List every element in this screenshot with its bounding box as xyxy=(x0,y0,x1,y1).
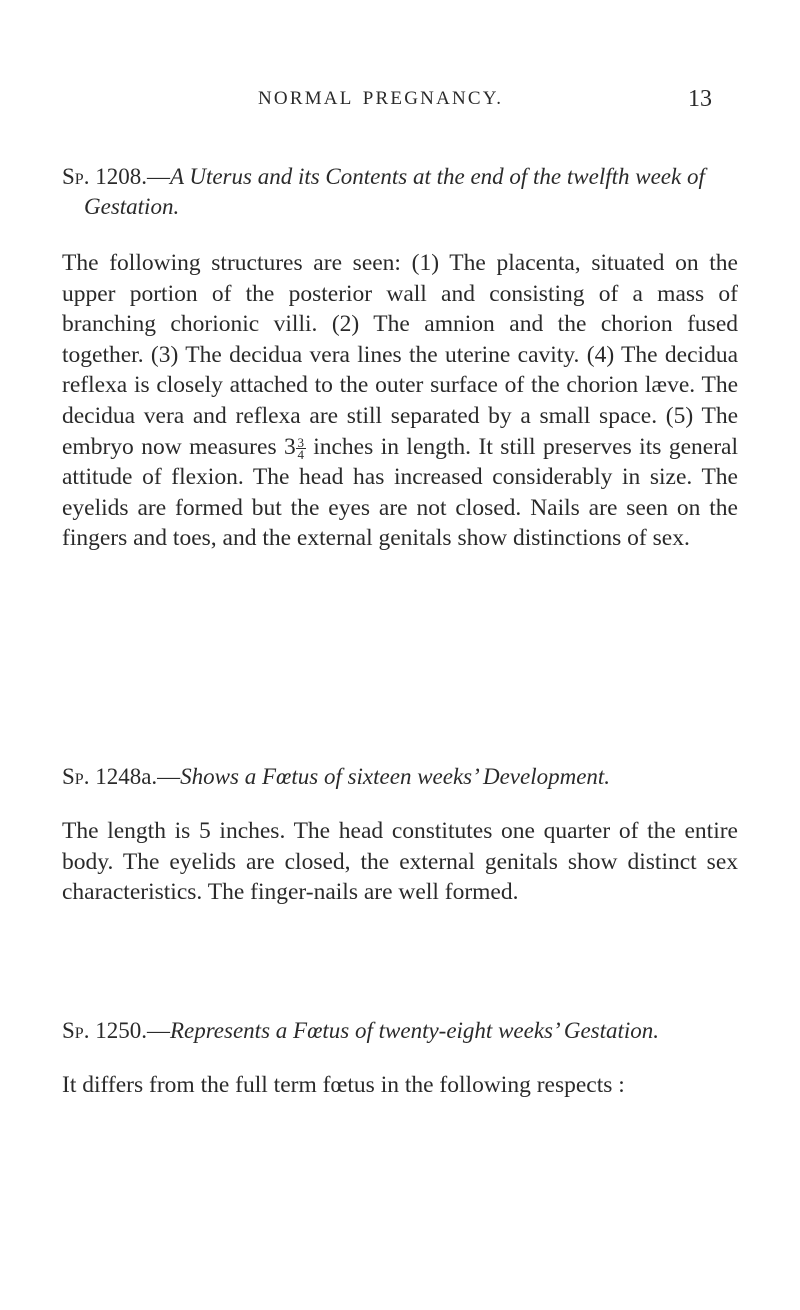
entry-heading xyxy=(62,162,738,222)
specimen-label: Sp. xyxy=(62,164,90,189)
entry-title: Shows a Fœtus of sixteen weeks’ Development. xyxy=(180,764,611,789)
entry-title: A Uterus and its Contents at the end of the twelfth week of Gestation. xyxy=(84,164,705,219)
specimen-entry-1208 xyxy=(62,162,738,554)
entry-body xyxy=(62,248,738,554)
page-number: 13 xyxy=(688,86,712,112)
entry-body: The length is 5 inches. The head constitutes one quarter of the entire body. The eyelids are closed, the external genitals show distinct sex characteristics. The finger-nails are well formed. xyxy=(62,818,738,906)
running-head xyxy=(0,88,800,118)
specimen-label: Sp. xyxy=(62,1018,90,1043)
heading-dash: — xyxy=(146,1018,170,1043)
running-head-title: NORMAL PREGNANCY. xyxy=(258,88,504,109)
heading-dash: — xyxy=(146,164,170,189)
heading-dash: — xyxy=(157,764,181,789)
specimen-number: 1208. xyxy=(95,164,147,189)
fraction xyxy=(296,434,306,462)
entry-heading xyxy=(62,762,738,792)
specimen-entry-1250 xyxy=(62,1016,738,1101)
specimen-number: 1250. xyxy=(95,1018,147,1043)
entry-body-part-2: inches in length. It still preserves its general attitude of flexion. The head has increased considerably in size. The eyelids are formed but the eyes are not closed. Nails are seen on the fingers and toes, and the external genitals show distinctions of sex. xyxy=(62,433,738,552)
fraction-denominator: 4 xyxy=(297,446,305,462)
entry-title: Represents a Fœtus of twenty-eight weeks’ Gestation. xyxy=(169,1018,660,1043)
specimen-label: Sp. xyxy=(62,764,90,789)
specimen-entry-1248a xyxy=(62,762,738,908)
specimen-number: 1248a. xyxy=(95,764,158,789)
fraction-numerator: 3 xyxy=(297,434,305,450)
entry-heading xyxy=(62,1016,738,1046)
entry-body: It differs from the full term fœtus in the following respects : xyxy=(62,1072,625,1098)
entry-body-part-1: The following structures are seen: (1) The placenta, situated on the upper portion of the posterior wall and consisting of a mass of branching chorionic villi. (2) The amnion and the chorion fused together. (3) The decidua vera lines the uterine cavity. (4) The decidua reflexa is closely attached to the outer surface of the chorion læve. The decidua vera and reflexa are still separated by a small space. (5) The embryo now measures 3 xyxy=(62,250,738,460)
